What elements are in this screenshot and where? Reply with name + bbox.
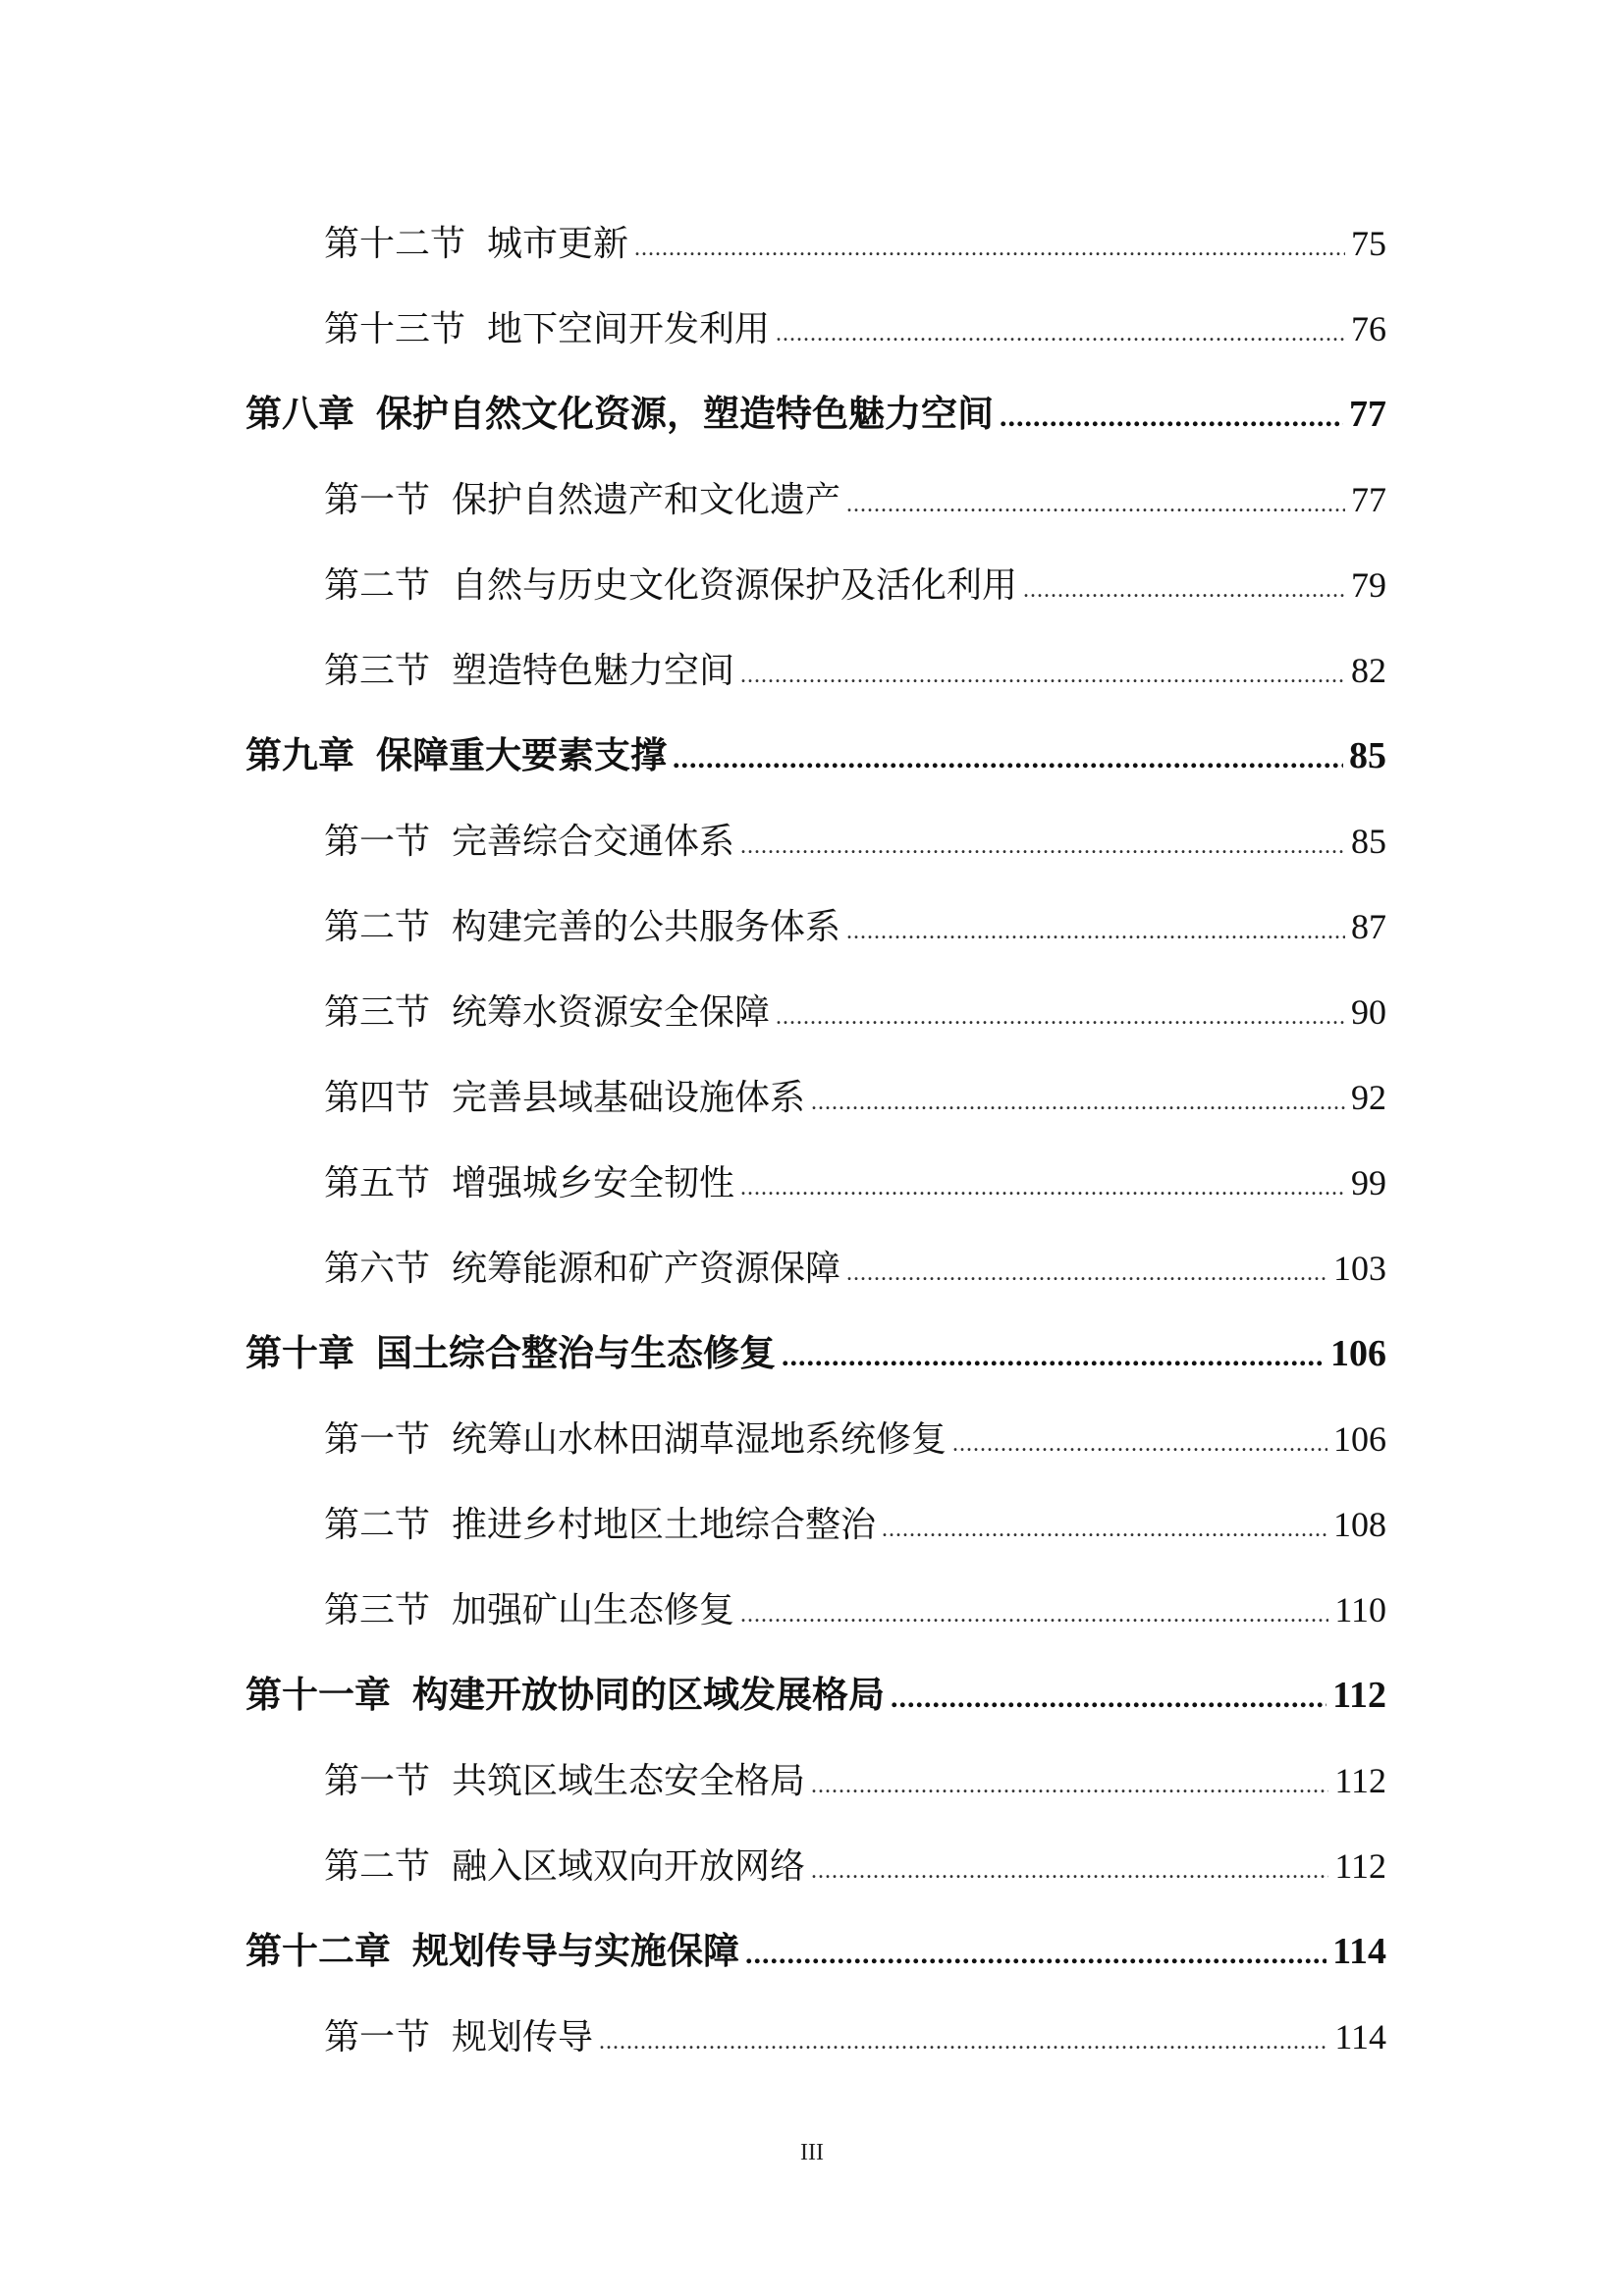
toc-entry-page: 106	[1330, 1333, 1386, 1374]
dot-leader	[882, 1500, 1327, 1559]
toc-entry-number: 第三节	[324, 992, 431, 1033]
dot-leader	[634, 219, 1345, 278]
dot-leader	[1000, 388, 1343, 447]
toc-entry-chapter[interactable]	[245, 1666, 1386, 1751]
toc-entry-section[interactable]	[245, 2007, 1386, 2093]
dot-leader	[782, 1327, 1325, 1386]
toc-entry-section[interactable]	[245, 983, 1386, 1068]
toc-entry-title: 统筹山水林田湖草湿地系统修复	[452, 1419, 947, 1460]
toc-entry-title: 构建完善的公共服务体系	[452, 907, 841, 947]
toc-entry-page: 77	[1349, 394, 1386, 435]
toc-entry-number: 第三节	[324, 651, 431, 691]
toc-entry-section[interactable]	[245, 1837, 1386, 1922]
toc-entry-title: 共筑区域生态安全格局	[452, 1761, 806, 1801]
toc-entry-number: 第九章	[245, 734, 354, 776]
dot-leader	[740, 1158, 1345, 1217]
toc-entry-title: 统筹能源和矿产资源保障	[452, 1249, 841, 1289]
toc-entry-title: 加强矿山生态修复	[452, 1590, 735, 1630]
toc-entry-page: 114	[1332, 1931, 1386, 1972]
toc-entry-number: 第一节	[324, 1419, 431, 1460]
dot-leader	[811, 1842, 1328, 1900]
toc-entry-page: 87	[1351, 907, 1386, 946]
toc-entry-page: 112	[1332, 1675, 1386, 1716]
dot-leader	[1023, 561, 1345, 619]
toc-entry-number: 第二节	[324, 1505, 431, 1545]
toc-entry-chapter[interactable]	[245, 1922, 1386, 2007]
toc-entry-title: 保护自然遗产和文化遗产	[452, 480, 841, 520]
toc-entry-section[interactable]	[245, 1068, 1386, 1153]
toc-entry-number: 第十二节	[324, 224, 466, 264]
toc-entry-page: 90	[1351, 992, 1386, 1032]
toc-entry-title: 统筹水资源安全保障	[452, 992, 771, 1033]
toc-entry-number: 第十二章	[245, 1930, 391, 1972]
dot-leader	[776, 304, 1345, 363]
toc-entry-title: 国土综合整治与生态修复	[376, 1332, 776, 1374]
toc-entry-title: 地下空间开发利用	[487, 309, 771, 349]
toc-entry-section[interactable]	[245, 1239, 1386, 1324]
toc-entry-title: 保障重大要素支撑	[376, 734, 667, 776]
toc-entry-page: 85	[1351, 822, 1386, 861]
toc-entry-number: 第二节	[324, 907, 431, 947]
toc-entry-number: 第十章	[245, 1332, 354, 1374]
toc-entry-section[interactable]	[245, 1153, 1386, 1239]
toc-entry-title: 塑造特色魅力空间	[452, 651, 735, 691]
toc-entry-number: 第六节	[324, 1249, 431, 1289]
table-of-contents	[245, 214, 1386, 2093]
toc-entry-title: 规划传导	[452, 2017, 594, 2057]
toc-entry-title: 城市更新	[487, 224, 629, 264]
toc-entry-title: 自然与历史文化资源保护及活化利用	[452, 565, 1018, 606]
dot-leader	[776, 988, 1345, 1046]
toc-entry-number: 第一节	[324, 480, 431, 520]
toc-entry-section[interactable]	[245, 641, 1386, 726]
dot-leader	[745, 1925, 1326, 1984]
toc-entry-page: 76	[1351, 309, 1386, 348]
toc-entry-page: 108	[1333, 1505, 1386, 1544]
dot-leader	[846, 902, 1345, 961]
toc-entry-number: 第三节	[324, 1590, 431, 1630]
toc-entry-number: 第二节	[324, 1846, 431, 1887]
toc-entry-section[interactable]	[245, 897, 1386, 983]
toc-entry-chapter[interactable]	[245, 385, 1386, 470]
dot-leader	[599, 2012, 1328, 2071]
toc-entry-page: 99	[1351, 1163, 1386, 1202]
toc-entry-section[interactable]	[245, 470, 1386, 556]
toc-entry-number: 第一节	[324, 2017, 431, 2057]
toc-entry-page: 106	[1333, 1419, 1386, 1459]
toc-entry-title: 推进乡村地区土地综合整治	[452, 1505, 877, 1545]
toc-entry-page: 103	[1333, 1249, 1386, 1288]
toc-entry-number: 第四节	[324, 1078, 431, 1118]
toc-entry-number: 第十一章	[245, 1674, 391, 1716]
dot-leader	[846, 475, 1345, 534]
dot-leader	[811, 1756, 1328, 1815]
toc-entry-page: 82	[1351, 651, 1386, 690]
toc-entry-title: 完善综合交通体系	[452, 822, 735, 862]
toc-entry-title: 融入区域双向开放网络	[452, 1846, 806, 1887]
toc-entry-section[interactable]	[245, 1495, 1386, 1580]
toc-entry-page: 110	[1334, 1590, 1386, 1629]
page-number-footer: III	[800, 2140, 824, 2165]
dot-leader	[740, 817, 1345, 876]
toc-entry-number: 第一节	[324, 822, 431, 862]
toc-entry-chapter[interactable]	[245, 726, 1386, 812]
toc-entry-section[interactable]	[245, 812, 1386, 897]
toc-entry-chapter[interactable]	[245, 1324, 1386, 1410]
toc-entry-page: 85	[1349, 735, 1386, 776]
toc-entry-title: 规划传导与实施保障	[412, 1930, 739, 1972]
toc-entry-page: 112	[1334, 1846, 1386, 1886]
toc-entry-number: 第一节	[324, 1761, 431, 1801]
toc-entry-title: 构建开放协同的区域发展格局	[412, 1674, 885, 1716]
toc-entry-section[interactable]	[245, 214, 1386, 299]
dot-leader	[891, 1669, 1326, 1728]
toc-entry-section[interactable]	[245, 1410, 1386, 1495]
dot-leader	[740, 646, 1345, 705]
toc-entry-title: 增强城乡安全韧性	[452, 1163, 735, 1203]
toc-entry-page: 112	[1334, 1761, 1386, 1800]
dot-leader	[811, 1073, 1345, 1132]
toc-entry-page: 79	[1351, 565, 1386, 605]
toc-entry-section[interactable]	[245, 299, 1386, 385]
toc-entry-title: 保护自然文化资源，塑造特色魅力空间	[376, 393, 994, 435]
toc-entry-title: 完善县域基础设施体系	[452, 1078, 806, 1118]
toc-entry-number: 第八章	[245, 393, 354, 435]
toc-entry-section[interactable]	[245, 556, 1386, 641]
toc-entry-page: 75	[1351, 224, 1386, 263]
toc-entry-section[interactable]	[245, 1580, 1386, 1666]
dot-leader	[846, 1244, 1327, 1303]
toc-entry-section[interactable]	[245, 1751, 1386, 1837]
toc-entry-number: 第二节	[324, 565, 431, 606]
toc-entry-number: 第五节	[324, 1163, 431, 1203]
toc-entry-page: 77	[1351, 480, 1386, 519]
toc-entry-page: 92	[1351, 1078, 1386, 1117]
dot-leader	[740, 1585, 1328, 1644]
dot-leader	[952, 1415, 1327, 1473]
toc-entry-page: 114	[1334, 2017, 1386, 2056]
dot-leader	[673, 729, 1343, 788]
toc-entry-number: 第十三节	[324, 309, 466, 349]
